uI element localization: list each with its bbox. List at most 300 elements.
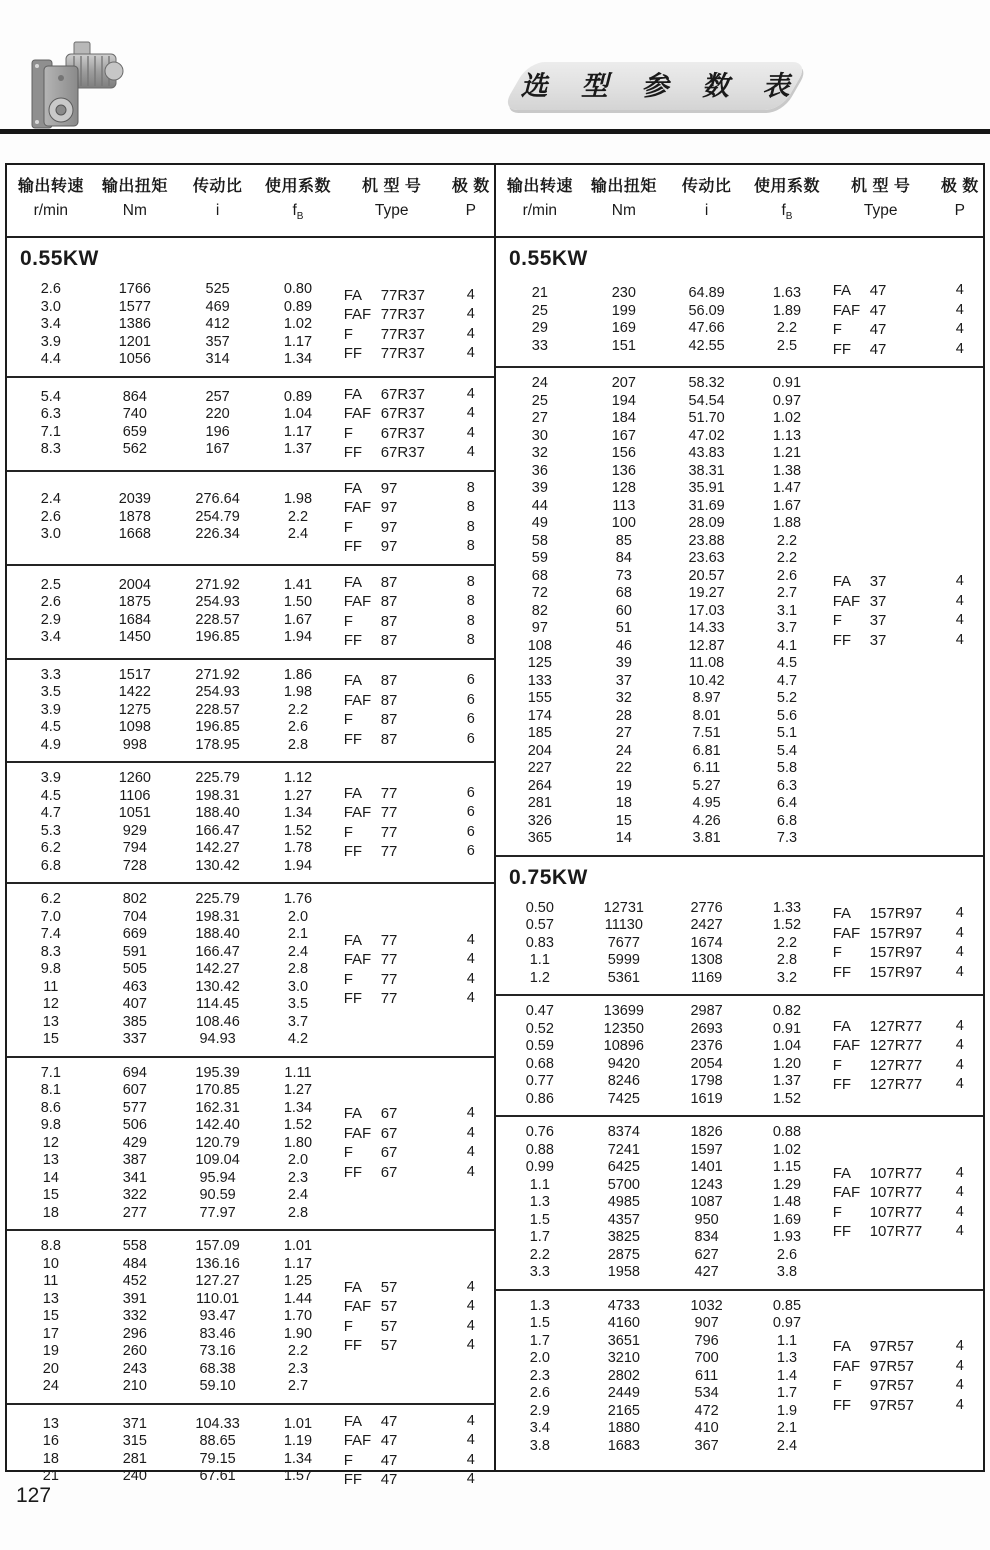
type-cell: [833, 1183, 937, 1203]
output-speed-cell: 7.4: [40, 926, 61, 943]
poles-cell: 4: [955, 631, 964, 648]
header-label: 使用系数: [753, 178, 820, 195]
service-factor-cell: 2.2: [776, 550, 798, 567]
service-factor-cell: 1.86: [283, 666, 313, 683]
type-cell: [833, 1222, 937, 1242]
type-cell: [344, 842, 448, 862]
type-cell: [833, 1203, 937, 1223]
output-torque-column: [95, 573, 175, 651]
ratio-cell: 1032: [690, 1297, 723, 1314]
ratio-cell: 8.01: [692, 707, 721, 724]
type-cell: [344, 498, 448, 518]
service-factor-column: [749, 1124, 824, 1282]
ratio-cell: 198.31: [195, 787, 240, 804]
output-speed-cell: 0.57: [525, 917, 554, 934]
ratio-cell: 276.64: [195, 491, 240, 508]
data-block: [7, 470, 494, 564]
type-prefix: FAF: [832, 301, 861, 319]
output-torque-cell: 85: [615, 532, 632, 549]
output-speed-cell: 10: [42, 1255, 59, 1272]
output-speed-cell: 4.5: [40, 787, 61, 804]
data-block: [7, 761, 494, 882]
service-factor-cell: 1.04: [772, 1038, 802, 1055]
ratio-cell: 2776: [690, 899, 723, 916]
output-torque-cell: 12350: [603, 1020, 644, 1037]
output-torque-cell: 3651: [607, 1332, 640, 1349]
type-cell: [833, 1075, 937, 1095]
service-factor-cell: 1.98: [283, 491, 313, 508]
poles-cell: 8: [466, 479, 475, 496]
type-code: 77: [380, 823, 398, 841]
service-factor-cell: 2.8: [287, 736, 309, 753]
type-prefix: FAF: [343, 1432, 372, 1450]
service-factor-cell: 1.15: [772, 1159, 802, 1176]
ratio-cell: 196.85: [195, 719, 240, 736]
output-speed-cell: 3.0: [40, 526, 61, 543]
type-code: 107R77: [869, 1184, 923, 1202]
type-prefix: FAF: [832, 592, 861, 610]
ratio-cell: 73.16: [199, 1343, 236, 1360]
output-speed-cell: 7.1: [40, 423, 61, 440]
service-factor-column: [749, 281, 824, 359]
poles-cell: 4: [466, 970, 475, 987]
type-cell: [833, 904, 937, 924]
output-torque-cell: 14: [615, 830, 632, 847]
service-factor-cell: 0.91: [772, 1020, 802, 1037]
output-torque-cell: 6425: [607, 1159, 640, 1176]
data-block: [7, 1403, 494, 1497]
output-torque-cell: 1875: [118, 594, 151, 611]
ratio-cell: 42.55: [688, 337, 725, 354]
ratio-cell: 1674: [690, 934, 723, 951]
data-block: [496, 1289, 983, 1463]
ratio-column: [664, 1124, 749, 1282]
output-speed-cell: 15: [42, 1031, 59, 1048]
service-factor-cell: 2.3: [287, 1169, 309, 1186]
type-code: 97R57: [869, 1357, 914, 1375]
output-speed-cell: 185: [527, 725, 552, 742]
ratio-cell: 796: [694, 1332, 719, 1349]
service-factor-cell: 6.4: [776, 795, 798, 812]
type-prefix: FAF: [343, 593, 372, 611]
type-prefix: FA: [343, 672, 363, 690]
service-factor-cell: 1.37: [772, 1073, 802, 1090]
type-code: 127R77: [869, 1076, 923, 1094]
output-speed-cell: 0.86: [525, 1090, 554, 1107]
service-factor-cell: 1.3: [776, 1350, 798, 1367]
output-speed-cell: 2.6: [40, 594, 61, 611]
type-column: [825, 900, 937, 988]
type-code: 67: [380, 1105, 398, 1123]
type-prefix: F: [343, 823, 353, 841]
output-torque-cell: 562: [122, 441, 147, 458]
header-col: [260, 174, 335, 228]
service-factor-column: [260, 281, 335, 369]
poles-cell: 4: [955, 573, 964, 590]
output-speed-cell: 326: [527, 812, 552, 829]
output-speed-cell: 0.68: [525, 1055, 554, 1072]
output-speed-cell: 3.9: [40, 701, 61, 718]
service-factor-cell: 1.67: [772, 497, 802, 514]
header-label: 机 型 号: [362, 178, 422, 195]
type-cell: [344, 1317, 448, 1337]
output-speed-cell: 174: [527, 707, 552, 724]
service-factor-cell: 1.04: [283, 406, 313, 423]
ratio-cell: 95.94: [199, 1169, 236, 1186]
service-factor-cell: 1.34: [283, 805, 313, 822]
type-cell: [344, 424, 448, 444]
output-speed-cell: 2.9: [40, 611, 61, 628]
page-number: 127: [16, 1484, 52, 1507]
poles-cell: 4: [955, 905, 964, 922]
type-prefix: FF: [343, 345, 363, 363]
table-body: [7, 238, 494, 1497]
output-torque-cell: 1684: [118, 611, 151, 628]
service-factor-cell: 1.52: [283, 1117, 313, 1134]
service-factor-cell: 2.2: [776, 320, 798, 337]
type-prefix: FA: [343, 1278, 363, 1296]
ratio-cell: 170.85: [195, 1082, 240, 1099]
service-factor-column: [260, 479, 335, 557]
type-prefix: FA: [343, 479, 363, 497]
data-block: [7, 1056, 494, 1230]
type-prefix: F: [832, 944, 842, 962]
service-factor-cell: 2.2: [776, 934, 798, 951]
output-torque-cell: 2802: [607, 1367, 640, 1384]
service-factor-cell: 2.0: [287, 908, 309, 925]
ratio-cell: 1087: [690, 1194, 723, 1211]
output-torque-column: [584, 900, 664, 988]
output-speed-cell: 21: [531, 285, 548, 302]
header-col: [95, 174, 175, 228]
service-factor-column: [260, 1065, 335, 1223]
ratio-cell: 195.39: [195, 1064, 240, 1081]
output-torque-column: [95, 770, 175, 875]
output-speed-cell: 68: [531, 567, 548, 584]
poles-cell: 6: [466, 691, 475, 708]
output-torque-column: [95, 385, 175, 463]
output-speed-cell: 6.8: [40, 857, 61, 874]
output-torque-column: [95, 1065, 175, 1223]
type-cell: [833, 1376, 937, 1396]
service-factor-column: [260, 385, 335, 463]
type-column: [336, 770, 448, 875]
type-cell: [344, 1104, 448, 1124]
ratio-cell: 1798: [690, 1073, 723, 1090]
service-factor-cell: 1.21: [772, 445, 802, 462]
data-block: [496, 893, 983, 995]
output-speed-cell: 2.6: [529, 1385, 550, 1402]
poles-cell: 8: [466, 593, 475, 610]
service-factor-cell: 1.93: [772, 1229, 802, 1246]
poles-column: [448, 1065, 494, 1223]
header-unit: $f_B$: [292, 202, 304, 223]
ratio-cell: 314: [205, 351, 230, 368]
output-speed-cell: 4.7: [40, 805, 61, 822]
type-cell: [344, 671, 448, 691]
type-column: [336, 667, 448, 755]
output-torque-cell: 1683: [607, 1437, 640, 1454]
service-factor-cell: 1.34: [283, 351, 313, 368]
type-column: [336, 479, 448, 557]
ratio-cell: 10.42: [688, 672, 725, 689]
ratio-cell: 162.31: [195, 1099, 240, 1116]
type-prefix: FF: [343, 444, 363, 462]
type-code: 77: [380, 970, 398, 988]
type-cell: [833, 592, 937, 612]
type-code: 127R77: [869, 1037, 923, 1055]
header-label: 输出扭矩: [590, 178, 657, 195]
header-label: 输出扭矩: [101, 178, 168, 195]
output-torque-cell: 341: [122, 1169, 147, 1186]
poles-cell: 4: [955, 1184, 964, 1201]
ratio-cell: 226.34: [195, 526, 240, 543]
ratio-cell: 196: [205, 423, 230, 440]
type-prefix: FF: [343, 1471, 363, 1489]
type-prefix: FF: [343, 730, 363, 748]
ratio-cell: 58.32: [688, 375, 725, 392]
service-factor-column: [260, 573, 335, 651]
poles-cell: 6: [466, 784, 475, 801]
service-factor-cell: 1.90: [283, 1325, 313, 1342]
poles-cell: 4: [955, 963, 964, 980]
type-prefix: FF: [343, 843, 363, 861]
type-prefix: F: [832, 321, 842, 339]
poles-column: [448, 891, 494, 1049]
poles-cell: 4: [955, 301, 964, 318]
type-cell: [833, 1017, 937, 1037]
ratio-cell: 77.97: [199, 1204, 236, 1221]
service-factor-cell: 2.7: [287, 1378, 309, 1395]
type-column: [336, 573, 448, 651]
type-code: 127R77: [869, 1017, 923, 1035]
output-torque-cell: 18: [615, 795, 632, 812]
service-factor-cell: 2.8: [287, 961, 309, 978]
poles-column: [448, 1412, 494, 1490]
service-factor-cell: 0.89: [283, 388, 313, 405]
header-label: 极 数: [451, 178, 490, 195]
output-torque-cell: 1386: [118, 316, 151, 333]
header-unit: Nm: [611, 202, 636, 219]
type-prefix: FAF: [832, 1357, 861, 1375]
service-factor-cell: 1.20: [772, 1055, 802, 1072]
output-torque-cell: 167: [611, 427, 636, 444]
output-torque-column: [95, 479, 175, 557]
output-torque-cell: 505: [122, 961, 147, 978]
header-unit: Type: [863, 202, 898, 219]
output-torque-cell: 5361: [607, 969, 640, 986]
output-torque-cell: 194: [611, 392, 636, 409]
type-code: 57: [380, 1317, 398, 1335]
type-cell: [833, 320, 937, 340]
output-speed-cell: 6.2: [40, 891, 61, 908]
type-code: 87: [380, 573, 398, 591]
output-torque-cell: 12731: [603, 899, 644, 916]
service-factor-cell: 1.34: [283, 1099, 313, 1116]
type-cell: [833, 1056, 937, 1076]
type-code: 67R37: [380, 444, 425, 462]
ratio-cell: 2427: [690, 917, 723, 934]
output-torque-cell: 2875: [607, 1246, 640, 1263]
type-code: 37: [869, 592, 887, 610]
poles-cell: 4: [466, 1298, 475, 1315]
ratio-cell: 357: [205, 333, 230, 350]
service-factor-cell: 1.57: [283, 1468, 313, 1485]
type-prefix: FF: [832, 1223, 852, 1241]
ratio-cell: 367: [694, 1437, 719, 1454]
service-factor-cell: 4.2: [287, 1031, 309, 1048]
poles-cell: 4: [466, 1124, 475, 1141]
left-parameter-table: [7, 165, 494, 1489]
output-torque-cell: 13699: [603, 1003, 644, 1020]
poles-cell: 4: [466, 444, 475, 461]
type-cell: [344, 823, 448, 843]
header-col: [664, 174, 749, 228]
service-factor-column: [260, 1412, 335, 1490]
output-speed-cell: 30: [531, 427, 548, 444]
poles-column: [937, 900, 983, 988]
output-speed-column: [7, 1238, 95, 1396]
service-factor-cell: 1.02: [772, 1141, 802, 1158]
output-torque-cell: 407: [122, 996, 147, 1013]
service-factor-cell: 0.88: [772, 1124, 802, 1141]
ratio-cell: 88.65: [199, 1433, 236, 1450]
output-torque-cell: 28: [615, 707, 632, 724]
type-column: [336, 1238, 448, 1396]
output-torque-cell: 113: [612, 497, 636, 514]
poles-cell: 6: [466, 823, 475, 840]
output-torque-cell: 740: [122, 406, 147, 423]
header-label: 使用系数: [264, 178, 331, 195]
output-torque-column: [584, 375, 664, 848]
output-speed-cell: 21: [42, 1468, 59, 1485]
output-speed-cell: 8.3: [40, 441, 61, 458]
output-torque-cell: 1275: [118, 701, 151, 718]
table-header: [496, 165, 983, 238]
data-block: [496, 366, 983, 855]
ratio-cell: 109.04: [195, 1152, 240, 1169]
type-code: 107R77: [869, 1203, 923, 1221]
service-factor-cell: 1.80: [283, 1134, 313, 1151]
ratio-cell: 166.47: [195, 943, 240, 960]
ratio-cell: 834: [694, 1229, 719, 1246]
type-column: [825, 281, 937, 359]
type-cell: [344, 931, 448, 951]
poles-cell: 4: [466, 1432, 475, 1449]
service-factor-cell: 1.01: [283, 1415, 313, 1432]
header-unit: $f_B$: [781, 202, 793, 223]
output-torque-cell: 694: [122, 1064, 147, 1081]
type-code: 67: [380, 1144, 398, 1162]
ratio-cell: 12.87: [688, 637, 725, 654]
table-body: [496, 238, 983, 1470]
output-torque-cell: 156: [611, 445, 636, 462]
type-code: 97R57: [869, 1338, 914, 1356]
output-torque-cell: 2004: [118, 576, 151, 593]
service-factor-cell: 5.6: [776, 707, 798, 724]
poles-cell: 4: [466, 1278, 475, 1295]
output-speed-cell: 0.59: [525, 1038, 554, 1055]
output-speed-cell: 1.1: [529, 1176, 550, 1193]
output-speed-cell: 264: [527, 777, 552, 794]
output-speed-cell: 3.3: [40, 666, 61, 683]
type-cell: [344, 1163, 448, 1183]
service-factor-cell: 2.8: [287, 1204, 309, 1221]
poles-cell: 4: [955, 1396, 964, 1413]
service-factor-cell: 1.69: [772, 1211, 802, 1228]
output-torque-cell: 199: [611, 302, 636, 319]
output-torque-cell: 8374: [607, 1124, 640, 1141]
output-torque-cell: 1517: [118, 666, 151, 683]
selection-parameter-tables: [5, 163, 985, 1489]
service-factor-cell: 1.4: [776, 1367, 798, 1384]
ratio-cell: 472: [694, 1402, 719, 1419]
type-cell: [833, 301, 937, 321]
service-factor-cell: 2.4: [776, 1437, 798, 1454]
ratio-cell: 104.33: [195, 1415, 240, 1432]
type-cell: [344, 305, 448, 325]
header-unit: P: [954, 202, 965, 219]
type-code: 97: [380, 538, 398, 556]
output-torque-cell: 2165: [607, 1402, 640, 1419]
gear-motor-product-photo: [24, 30, 124, 132]
output-speed-cell: 24: [531, 375, 548, 392]
output-torque-column: [584, 281, 664, 359]
type-code: 87: [380, 691, 398, 709]
service-factor-cell: 2.2: [287, 508, 309, 525]
service-factor-cell: 5.2: [776, 690, 798, 707]
type-cell: [344, 1297, 448, 1317]
poles-column: [937, 1124, 983, 1282]
poles-cell: 4: [466, 1144, 475, 1161]
data-block: [7, 1229, 494, 1403]
ratio-cell: 136.16: [195, 1255, 240, 1272]
poles-cell: 4: [955, 1164, 964, 1181]
service-factor-cell: 2.6: [776, 1246, 798, 1263]
ratio-cell: 120.79: [195, 1134, 240, 1151]
output-speed-column: [496, 375, 584, 848]
ratio-column: [664, 1003, 749, 1108]
ratio-cell: 1169: [691, 969, 723, 986]
ratio-cell: 4.26: [692, 812, 721, 829]
output-speed-cell: 1.5: [529, 1315, 550, 1332]
type-cell: [344, 1124, 448, 1144]
output-torque-cell: 1422: [118, 684, 151, 701]
output-speed-cell: 0.88: [525, 1141, 554, 1158]
output-speed-cell: 1.7: [529, 1229, 550, 1246]
output-torque-cell: 659: [122, 423, 147, 440]
ratio-cell: 525: [205, 281, 230, 298]
type-cell: [344, 710, 448, 730]
type-cell: [344, 784, 448, 804]
type-code: 157R97: [869, 944, 923, 962]
type-cell: [344, 1336, 448, 1356]
type-prefix: FA: [343, 931, 363, 949]
poles-cell: 4: [955, 1357, 964, 1374]
poles-cell: 4: [955, 1377, 964, 1394]
poles-cell: 4: [466, 306, 475, 323]
type-prefix: FA: [343, 1105, 363, 1123]
output-torque-cell: 391: [122, 1290, 147, 1307]
poles-cell: 4: [466, 990, 475, 1007]
data-block: [496, 994, 983, 1115]
output-torque-column: [584, 1124, 664, 1282]
output-speed-cell: 108: [527, 637, 552, 654]
output-torque-cell: 51: [615, 620, 632, 637]
output-speed-cell: 2.9: [529, 1402, 550, 1419]
power-section-label: 0.55KW: [20, 247, 99, 271]
type-cell: [344, 1431, 448, 1451]
